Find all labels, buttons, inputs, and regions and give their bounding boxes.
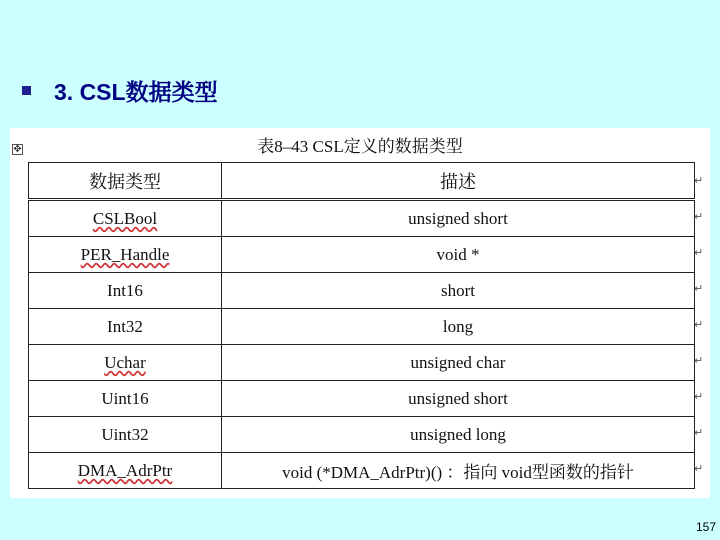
page-number: 157 — [695, 520, 716, 534]
description-cell: unsigned long — [222, 417, 695, 453]
table-row — [29, 273, 695, 309]
description-cell: unsigned short — [222, 200, 695, 237]
type-cell: Uint32 — [29, 417, 222, 453]
type-cell: CSLBool — [29, 200, 222, 237]
table-row — [29, 453, 695, 489]
table-caption: 表8–43 CSL定义的数据类型 — [257, 137, 463, 156]
column-header-description: 描述 — [222, 163, 695, 200]
description-cell: void (*DMA_AdrPtr)() ：指向 void型函数的指针 — [222, 453, 695, 489]
type-cell: DMA_AdrPtr — [29, 453, 222, 489]
type-cell: Int32 — [29, 309, 222, 345]
paragraph-mark-icon: ↵ — [694, 282, 704, 295]
description-cell: void * — [222, 237, 695, 273]
type-cell: Uchar — [29, 345, 222, 381]
paragraph-mark-icon: ↵ — [694, 390, 704, 403]
description-cell: long — [222, 309, 695, 345]
embedded-document — [10, 128, 710, 498]
paragraph-mark-icon: ↵ — [694, 426, 704, 439]
table-row — [29, 345, 695, 381]
table-row — [29, 309, 695, 345]
table-row — [29, 381, 695, 417]
paragraph-mark-icon: ↵ — [694, 462, 704, 475]
table-row — [29, 237, 695, 273]
description-cell: short — [222, 273, 695, 309]
table-move-handle-icon[interactable]: ✥ — [13, 144, 22, 155]
column-header-type: 数据类型 — [29, 163, 222, 200]
table-header-row — [29, 163, 695, 200]
paragraph-mark-icon: ↵ — [694, 246, 704, 259]
paragraph-mark-icon: ↵ — [694, 210, 704, 223]
type-cell: Int16 — [29, 273, 222, 309]
type-cell: PER_Handle — [29, 237, 222, 273]
description-cell: unsigned char — [222, 345, 695, 381]
paragraph-mark-icon: ↵ — [694, 174, 704, 187]
table-row — [29, 417, 695, 453]
type-cell: Uint16 — [29, 381, 222, 417]
paragraph-mark-icon: ↵ — [694, 318, 704, 331]
data-types-table — [28, 162, 695, 489]
slide-heading: 3. CSL数据类型 — [54, 79, 218, 105]
bullet-marker — [22, 86, 31, 95]
description-cell: unsigned short — [222, 381, 695, 417]
table-row — [29, 200, 695, 237]
paragraph-mark-icon: ↵ — [694, 354, 704, 367]
